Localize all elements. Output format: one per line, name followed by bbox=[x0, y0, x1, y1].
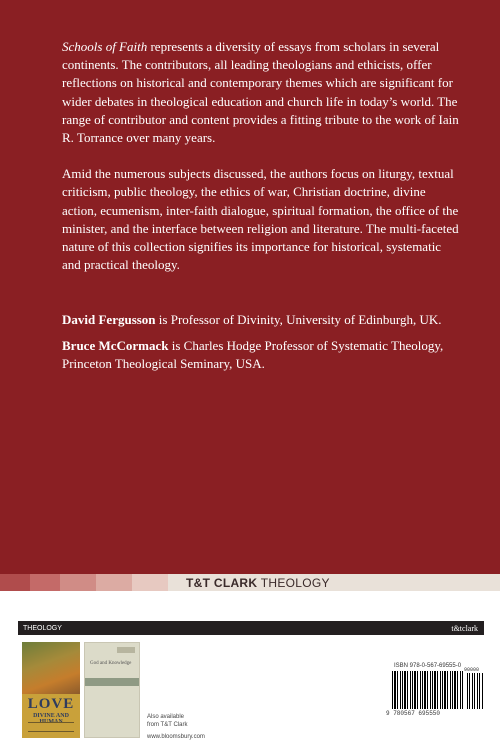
cover-tag bbox=[117, 647, 135, 653]
author-description: is Professor of Divinity, University of Edinburgh, UK. bbox=[155, 312, 442, 327]
publisher-logo: t&tclark bbox=[451, 623, 478, 633]
category-label: THEOLOGY bbox=[23, 624, 62, 632]
category-bar bbox=[18, 621, 484, 635]
stripe-swatch bbox=[132, 574, 168, 591]
color-stripe bbox=[0, 574, 500, 591]
book-title-italic: Schools of Faith bbox=[62, 39, 148, 54]
author-bio bbox=[62, 337, 462, 373]
featured-book-cover bbox=[84, 642, 140, 738]
featured-book-subtitle: DIVINE AND HUMAN bbox=[33, 713, 69, 725]
also-available-note bbox=[147, 713, 187, 729]
imprint-brand: T&T CLARK bbox=[186, 575, 258, 590]
imprint-series: THEOLOGY bbox=[257, 575, 330, 590]
author-bio bbox=[62, 311, 462, 329]
barcode-addon bbox=[467, 673, 484, 709]
cover-band bbox=[85, 678, 140, 686]
also-available-line: Also available bbox=[147, 714, 185, 720]
author-bios bbox=[62, 311, 462, 382]
barcode-digits: 9 780567 695550 bbox=[386, 710, 441, 717]
imprint-label bbox=[186, 576, 330, 590]
author-description: is Charles Hodge Professor of Systematic Theology, Princeton Theological Seminary, USA. bbox=[62, 338, 444, 372]
also-available-line: from T&T Clark bbox=[147, 722, 188, 728]
featured-book-title: LOVE bbox=[27, 696, 75, 712]
imprint-band bbox=[168, 574, 500, 591]
blurb-paragraph-1 bbox=[62, 38, 462, 147]
publisher-panel bbox=[0, 591, 500, 750]
cover-rule bbox=[28, 722, 74, 732]
author-name: David Fergusson bbox=[62, 312, 156, 327]
publisher-website: www.bloomsbury.com bbox=[147, 734, 205, 740]
stripe-swatch bbox=[0, 574, 30, 591]
blurb-paragraph-1-text: represents a diversity of essays from scholars in several continents. The contributors, all leading theologians and ethicists, offer reflections on historical and contemporary themes which are significant for wider debates in theological education and church life in today’s world. The range of contributor and content provides a fitting tribute to the work of Iain R. Torrance over many years. bbox=[62, 39, 459, 146]
featured-book-cover bbox=[22, 642, 80, 738]
author-name: Bruce McCormack bbox=[62, 338, 169, 354]
cover-artwork bbox=[22, 642, 80, 694]
barcode-addon-digits: 90000 bbox=[464, 667, 480, 673]
barcode bbox=[392, 671, 464, 709]
stripe-swatch bbox=[96, 574, 132, 591]
stripe-swatch bbox=[60, 574, 96, 591]
stripe-swatch bbox=[30, 574, 60, 591]
featured-book-title: God and Knowledge bbox=[90, 661, 132, 666]
blurb-paragraph-2: Amid the numerous subjects discussed, the authors focus on liturgy, textual criticism, public theology, the ethics of war, Christian doctrine, divine action, ecumenism, inter-faith dialogue, spiritual formation, the office of the minister, and the interface between religion and literature. The multi-faceted nature of this collection signifies its importance for historical, systematic and practical theology. bbox=[62, 166, 459, 273]
blurb bbox=[62, 38, 462, 292]
isbn-label: ISBN 978-0-567-69555-0 bbox=[394, 663, 462, 669]
